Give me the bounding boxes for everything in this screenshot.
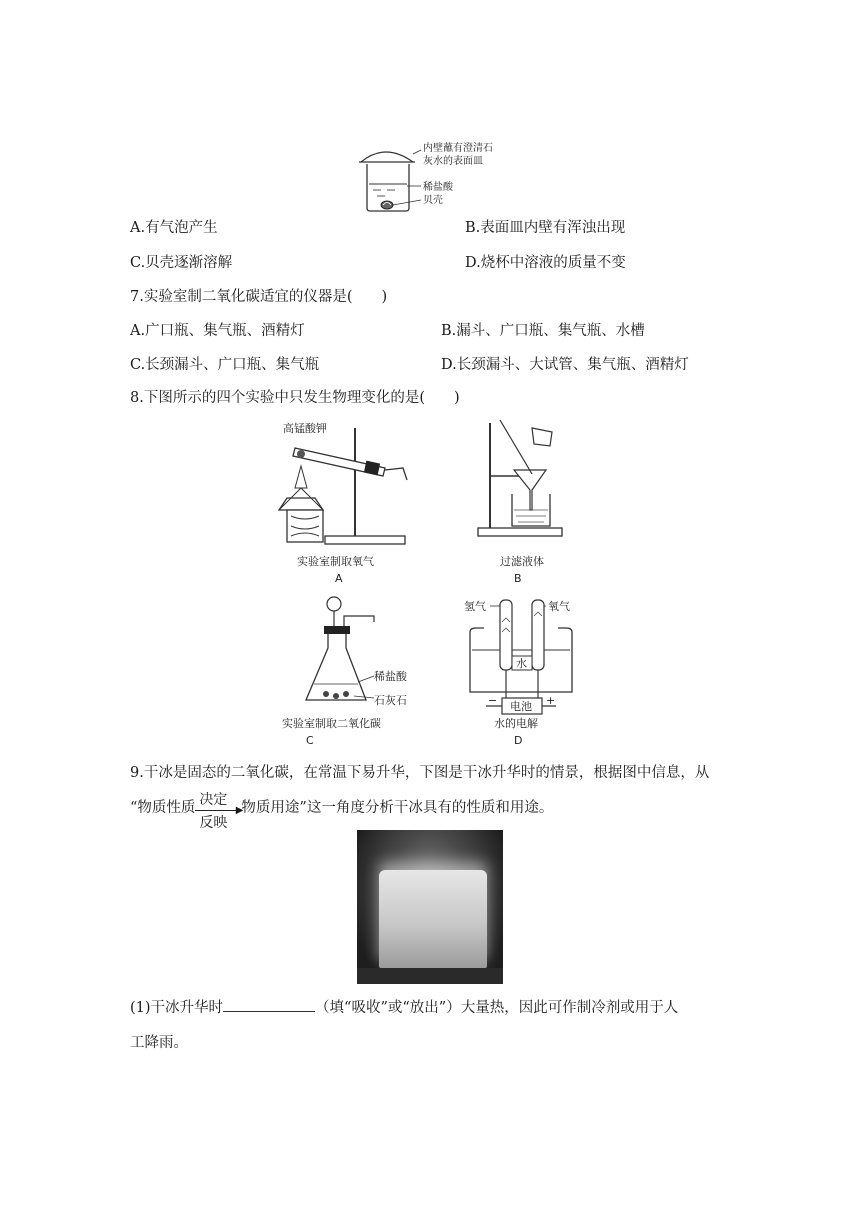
q6-option-a: A.有气泡产生: [130, 220, 218, 236]
q9-line2-post: 物质用途”这一角度分析干冰具有的性质和用途。: [241, 800, 554, 816]
q6-figure: [355, 140, 515, 216]
figure-b: [460, 418, 580, 586]
answer-blank[interactable]: [223, 997, 315, 1012]
q9-stem-line2: [130, 792, 554, 831]
kmno4-label: 高锰酸钾: [283, 422, 327, 435]
acid-label: 稀盐酸: [423, 182, 453, 193]
battery-label: 电池: [510, 700, 532, 713]
q6-option-d: D.烧杯中溶液的质量不变: [465, 255, 626, 271]
figure-d: [456, 592, 586, 750]
watch-glass-label-2: 灰水的表面皿: [423, 156, 483, 167]
hydrogen-label: 氢气: [464, 600, 486, 613]
limestone-label: 石灰石: [374, 694, 407, 707]
q7-option-a: A.广口瓶、集气瓶、酒精灯: [130, 323, 305, 339]
shell-label: 贝壳: [423, 195, 443, 206]
q9-sub1-pre: (1)干冰升华时: [130, 1000, 224, 1016]
watch-glass-label-1: 内壁蘸有澄清石: [423, 143, 493, 154]
q7-option-c: C.长颈漏斗、广口瓶、集气瓶: [130, 357, 320, 373]
q6-option-b: B.表面皿内壁有浑浊出现: [465, 220, 626, 236]
fig-c-caption: 实验室制取二氧化碳: [282, 717, 381, 730]
frac-top-label: 决定: [199, 792, 228, 808]
fig-a-letter: A: [335, 572, 343, 585]
water-label: 水: [516, 657, 527, 670]
fig-d-letter: D: [514, 734, 523, 747]
frac-bottom-label: 反映: [199, 815, 228, 831]
oxygen-label: 氧气: [548, 600, 570, 613]
minus-sign: −: [488, 694, 498, 707]
q6-option-c: C.贝壳逐渐溶解: [130, 255, 233, 271]
figure-a: [265, 418, 425, 586]
q9-line2-pre: “物质性质: [130, 800, 196, 816]
beaker-watch-glass-diagram: [355, 140, 515, 216]
figure-c: [278, 592, 408, 750]
co2-prep-diagram: [278, 592, 408, 750]
q7-stem: 7.实验室制二氧化碳适宜的仪器是( ): [130, 289, 388, 305]
dry-ice-photo: [357, 830, 503, 984]
fig-b-caption: 过滤液体: [500, 555, 544, 568]
q9-sub1-line1: [130, 996, 678, 1017]
decide-reflect-arrows: [195, 792, 244, 831]
fig-d-caption: 水的电解: [494, 717, 538, 730]
oxygen-prep-diagram: [265, 418, 425, 586]
plus-sign: +: [546, 694, 556, 707]
q9-sub1-post: （填“吸收”或“放出”）大量热，因此可作制冷剂或用于人: [315, 1000, 679, 1016]
q9-sub1-line2: 工降雨。: [130, 1035, 188, 1051]
fig-c-letter: C: [306, 734, 314, 747]
fig-a-caption: 实验室制取氧气: [297, 555, 374, 568]
filtration-diagram: [460, 418, 580, 586]
fig-b-letter: B: [514, 572, 522, 585]
co2-acid-label: 稀盐酸: [374, 670, 407, 683]
arrow-icon: ▶: [235, 805, 244, 816]
q7-option-d: D.长颈漏斗、大试管、集气瓶、酒精灯: [441, 357, 689, 373]
q9-stem-line1: 9.干冰是固态的二氧化碳，在常温下易升华，下图是干冰升华时的情景，根据图中信息，从: [130, 765, 710, 781]
q8-stem: 8.下图所示的四个实验中只发生物理变化的是( ): [130, 390, 460, 406]
q7-option-b: B.漏斗、广口瓶、集气瓶、水槽: [441, 323, 645, 339]
electrolysis-diagram: [456, 592, 586, 750]
